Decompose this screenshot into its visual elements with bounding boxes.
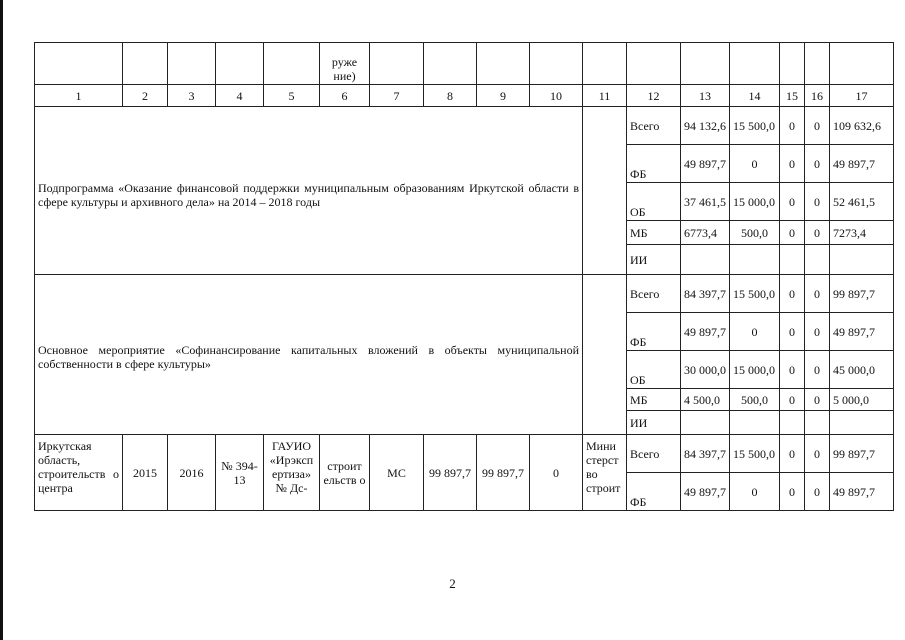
column-number: 4 bbox=[216, 85, 264, 107]
value-col16: 0 bbox=[805, 473, 830, 511]
value-2017: 15 000,0 bbox=[730, 351, 780, 389]
funding-source: ОБ bbox=[627, 351, 681, 389]
value-2016: 49 897,7 bbox=[681, 473, 730, 511]
value-col16 bbox=[805, 411, 830, 435]
value-total: 5 000,0 bbox=[830, 389, 894, 411]
value-2017 bbox=[730, 411, 780, 435]
header-cell bbox=[35, 43, 123, 85]
end-year: 2016 bbox=[168, 435, 216, 511]
value-2016 bbox=[681, 245, 730, 275]
value-col16: 0 bbox=[805, 183, 830, 221]
object-row bbox=[35, 435, 894, 473]
header-cell bbox=[477, 43, 530, 85]
value-total: 99 897,7 bbox=[830, 275, 894, 313]
budget-table bbox=[34, 42, 894, 511]
value-2018: 0 bbox=[780, 435, 805, 473]
header-cell bbox=[627, 43, 681, 85]
funding-source: ИИ bbox=[627, 411, 681, 435]
empty-cell bbox=[583, 275, 627, 435]
section-row bbox=[35, 275, 894, 313]
remaining-cost: 99 897,7 bbox=[477, 435, 530, 511]
column-number: 3 bbox=[168, 85, 216, 107]
column-number: 11 bbox=[583, 85, 627, 107]
value-total: 49 897,7 bbox=[830, 473, 894, 511]
value-2017: 15 500,0 bbox=[730, 107, 780, 145]
column-number: 2 bbox=[123, 85, 168, 107]
funding-source: Всего bbox=[627, 435, 681, 473]
expertise-org: ГАУИО «Ирэксп ертиза» № Дс- bbox=[264, 435, 320, 511]
column-number: 1 bbox=[35, 85, 123, 107]
document-number: № 394-13 bbox=[216, 435, 264, 511]
value-2018: 0 bbox=[780, 473, 805, 511]
value-col16: 0 bbox=[805, 145, 830, 183]
main-activity-title: Основное мероприятие «Софинансирование капитальных вложений в объекты муниципальной собственности в сфере культуры» bbox=[35, 275, 583, 435]
funding-source: ФБ bbox=[627, 313, 681, 351]
funding-source: МБ bbox=[627, 221, 681, 245]
value-col16: 0 bbox=[805, 107, 830, 145]
value-2017 bbox=[730, 245, 780, 275]
value-2017: 0 bbox=[730, 313, 780, 351]
value-col16: 0 bbox=[805, 435, 830, 473]
subprogram-title: Подпрограмма «Оказание финансовой поддержки муниципальным образованиям Иркутской области в сфере культуры и архивного дела» на 2014 – 2018 годы bbox=[35, 107, 583, 275]
column-number-row bbox=[35, 85, 894, 107]
header-cell bbox=[805, 43, 830, 85]
value-col16: 0 bbox=[805, 389, 830, 411]
header-cell bbox=[830, 43, 894, 85]
page-number: 2 bbox=[449, 576, 456, 591]
value-total bbox=[830, 245, 894, 275]
header-cell bbox=[370, 43, 424, 85]
value-2017: 15 500,0 bbox=[730, 275, 780, 313]
page-edge-bar bbox=[0, 0, 3, 640]
value-total: 109 632,6 bbox=[830, 107, 894, 145]
header-cell bbox=[424, 43, 477, 85]
column-number: 8 bbox=[424, 85, 477, 107]
funding-source: ОБ bbox=[627, 183, 681, 221]
value-col16 bbox=[805, 245, 830, 275]
column-number: 10 bbox=[530, 85, 583, 107]
value-2018: 0 bbox=[780, 351, 805, 389]
value-col16: 0 bbox=[805, 221, 830, 245]
value-2018 bbox=[780, 411, 805, 435]
header-cell bbox=[780, 43, 805, 85]
section-row bbox=[35, 107, 894, 145]
column-number: 13 bbox=[681, 85, 730, 107]
header-cell bbox=[730, 43, 780, 85]
completed-value: 0 bbox=[530, 435, 583, 511]
value-2016: 49 897,7 bbox=[681, 145, 730, 183]
funding-source: ФБ bbox=[627, 145, 681, 183]
value-2017: 0 bbox=[730, 473, 780, 511]
funding-source: ИИ bbox=[627, 245, 681, 275]
value-2018: 0 bbox=[780, 145, 805, 183]
header-cell bbox=[681, 43, 730, 85]
value-col16: 0 bbox=[805, 351, 830, 389]
value-2018: 0 bbox=[780, 221, 805, 245]
value-total: 99 897,7 bbox=[830, 435, 894, 473]
value-2016: 6773,4 bbox=[681, 221, 730, 245]
value-2017: 15 000,0 bbox=[730, 183, 780, 221]
value-2017: 500,0 bbox=[730, 221, 780, 245]
value-2017: 15 500,0 bbox=[730, 435, 780, 473]
column-number: 15 bbox=[780, 85, 805, 107]
object-location: Иркутская область, строительств о центра bbox=[35, 435, 123, 511]
header-cell bbox=[168, 43, 216, 85]
column-number: 12 bbox=[627, 85, 681, 107]
value-2018: 0 bbox=[780, 107, 805, 145]
column-number: 9 bbox=[477, 85, 530, 107]
header-row-tail bbox=[35, 43, 894, 85]
value-2018 bbox=[780, 245, 805, 275]
start-year: 2015 bbox=[123, 435, 168, 511]
header-cell bbox=[530, 43, 583, 85]
header-cell bbox=[583, 43, 627, 85]
value-2016: 37 461,5 bbox=[681, 183, 730, 221]
value-total: 49 897,7 bbox=[830, 313, 894, 351]
value-total: 45 000,0 bbox=[830, 351, 894, 389]
header-cell bbox=[264, 43, 320, 85]
value-2018: 0 bbox=[780, 389, 805, 411]
value-total: 52 461,5 bbox=[830, 183, 894, 221]
value-2017: 500,0 bbox=[730, 389, 780, 411]
value-2018: 0 bbox=[780, 183, 805, 221]
value-col16: 0 bbox=[805, 275, 830, 313]
header-cell bbox=[123, 43, 168, 85]
funding-source: Всего bbox=[627, 275, 681, 313]
value-2016: 84 397,7 bbox=[681, 275, 730, 313]
funding-source: Всего bbox=[627, 107, 681, 145]
value-2017: 0 bbox=[730, 145, 780, 183]
value-2016: 84 397,7 bbox=[681, 435, 730, 473]
value-total: 49 897,7 bbox=[830, 145, 894, 183]
header-cell: руже ние) bbox=[320, 43, 370, 85]
value-col16: 0 bbox=[805, 313, 830, 351]
funding-source: МБ bbox=[627, 389, 681, 411]
work-type: строит ельств о bbox=[320, 435, 370, 511]
value-2016: 30 000,0 bbox=[681, 351, 730, 389]
value-2016: 4 500,0 bbox=[681, 389, 730, 411]
value-2018: 0 bbox=[780, 275, 805, 313]
value-2018: 0 bbox=[780, 313, 805, 351]
value-2016 bbox=[681, 411, 730, 435]
funding-source: ФБ bbox=[627, 473, 681, 511]
capacity-unit: МС bbox=[370, 435, 424, 511]
column-number: 17 bbox=[830, 85, 894, 107]
value-total bbox=[830, 411, 894, 435]
column-number: 5 bbox=[264, 85, 320, 107]
column-number: 16 bbox=[805, 85, 830, 107]
value-2016: 94 132,6 bbox=[681, 107, 730, 145]
estimated-cost: 99 897,7 bbox=[424, 435, 477, 511]
responsible-ministry: Мини стерст во строит bbox=[583, 435, 627, 511]
column-number: 14 bbox=[730, 85, 780, 107]
header-cell bbox=[216, 43, 264, 85]
empty-cell bbox=[583, 107, 627, 275]
value-total: 7273,4 bbox=[830, 221, 894, 245]
column-number: 6 bbox=[320, 85, 370, 107]
column-number: 7 bbox=[370, 85, 424, 107]
value-2016: 49 897,7 bbox=[681, 313, 730, 351]
